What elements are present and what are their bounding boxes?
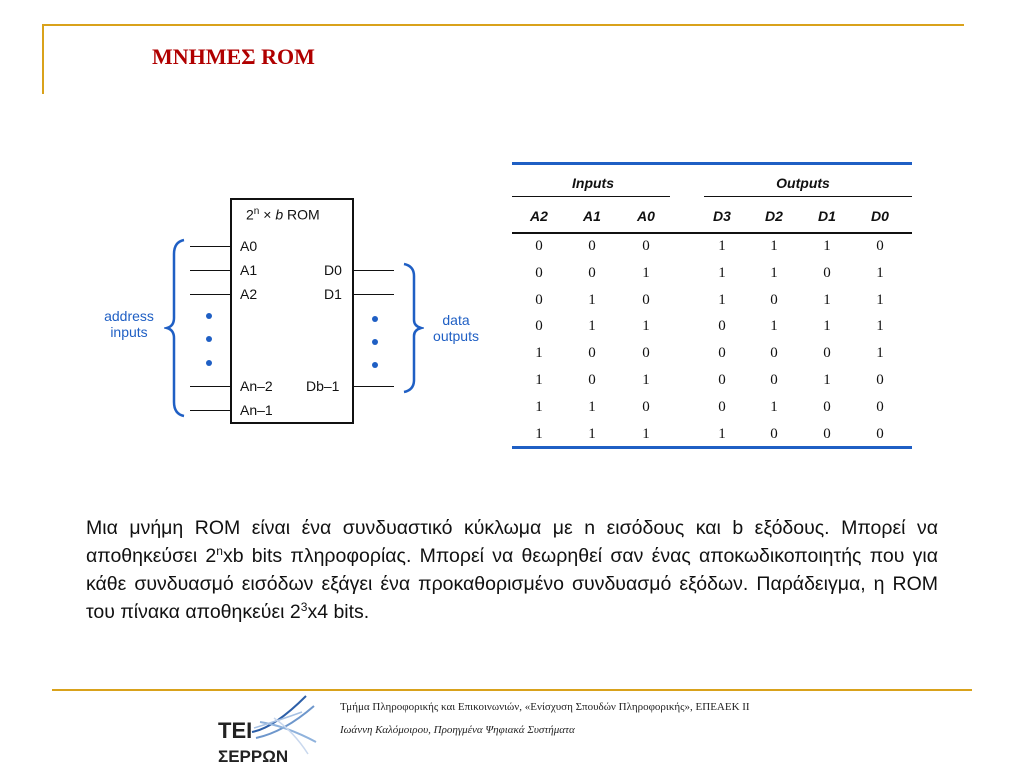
- table-cell: 1: [642, 264, 650, 281]
- table-bottom-rule: [512, 446, 912, 449]
- table-cell: 1: [770, 238, 778, 254]
- output-pin-line: [352, 294, 394, 295]
- table-cell: 0: [588, 264, 596, 281]
- ellipsis-dot: [372, 362, 378, 368]
- input-pin-line: [190, 410, 230, 411]
- footer-rule: [52, 689, 972, 691]
- table-cell: 1: [718, 264, 726, 281]
- column-header: D1: [818, 208, 836, 224]
- input-pin-line: [190, 386, 230, 387]
- ellipsis-dot: [206, 360, 212, 366]
- frame-top-rule: [42, 24, 964, 26]
- table-cell: 0: [718, 398, 726, 415]
- table-cell: 0: [535, 238, 543, 254]
- ellipsis-dot: [206, 313, 212, 319]
- table-cell: 1: [718, 238, 726, 254]
- table-cell: 1: [823, 318, 831, 335]
- table-cell: 0: [588, 238, 596, 254]
- table-cell: 0: [718, 345, 726, 362]
- table-cell: 1: [642, 425, 650, 442]
- column-header: D3: [713, 208, 731, 224]
- table-cell: 0: [876, 425, 884, 442]
- output-pin-line: [352, 270, 394, 271]
- ellipsis-dot: [372, 316, 378, 322]
- svg-text:ΤΕΙ: ΤΕΙ: [218, 718, 253, 743]
- table-cell: 0: [823, 398, 831, 415]
- table-cell: 1: [823, 291, 831, 308]
- input-pin-label: An–1: [240, 402, 273, 418]
- input-pin-label: A0: [240, 238, 258, 254]
- table-cell: 0: [876, 398, 884, 415]
- table-cell: 0: [876, 372, 884, 388]
- table-cell: 0: [770, 425, 778, 442]
- table-cell: 0: [770, 372, 778, 388]
- column-header: D2: [765, 208, 783, 224]
- inputs-group-rule: [512, 196, 670, 197]
- table-cell: 0: [823, 425, 831, 442]
- table-cell: 1: [535, 372, 543, 388]
- truth-table: [508, 162, 912, 454]
- table-cell: 1: [535, 398, 543, 415]
- table-cell: 1: [876, 264, 884, 281]
- table-cell: 1: [876, 291, 884, 308]
- frame-left-rule: [42, 24, 44, 94]
- input-pin-line: [190, 294, 230, 295]
- column-header: D0: [871, 208, 889, 224]
- column-header: A1: [583, 208, 601, 224]
- left-brace-icon: [164, 238, 188, 418]
- header-rule: [512, 232, 912, 234]
- output-pin-label: Db–1: [306, 378, 340, 394]
- outputs-group-header: Outputs: [776, 175, 830, 191]
- right-brace-icon: [400, 262, 424, 394]
- column-header: A2: [530, 208, 548, 224]
- table-cell: 1: [770, 264, 778, 281]
- table-cell: 1: [642, 318, 650, 335]
- data-outputs-label: data outputs: [433, 312, 479, 344]
- table-cell: 1: [588, 318, 596, 335]
- output-pin-label: D1: [324, 286, 342, 302]
- table-cell: 0: [535, 291, 543, 308]
- table-cell: 0: [876, 238, 884, 254]
- table-cell: 1: [642, 372, 650, 388]
- table-cell: 1: [718, 291, 726, 308]
- inputs-group-header: Inputs: [572, 175, 614, 191]
- table-cell: 1: [823, 372, 831, 388]
- address-inputs-label: address inputs: [104, 308, 154, 340]
- table-cell: 0: [823, 345, 831, 362]
- table-cell: 0: [588, 345, 596, 362]
- table-cell: 1: [588, 398, 596, 415]
- tei-serres-logo-icon: [214, 692, 324, 766]
- table-cell: 0: [642, 398, 650, 415]
- output-pin-line: [352, 386, 394, 387]
- table-cell: 1: [588, 291, 596, 308]
- input-pin-label: A1: [240, 262, 258, 278]
- table-cell: 1: [823, 238, 831, 254]
- input-pin-line: [190, 270, 230, 271]
- input-pin-line: [190, 246, 230, 247]
- table-cell: 0: [642, 291, 650, 308]
- description-paragraph: Μια μνήμη ROM είναι ένα συνδυαστικό κύκλωμα με n εισόδους και b εξόδους. Μπορεί να αποθηκεύσει 2$^n$xb bits πληροφορίας. Μπορεί να θεωρηθεί σαν ένας αποκωδικοποιητής που για κάθε συνδυασμό εισόδων εξάγει ένα προκαθορισμένο συνδυασμό εξόδων. Παράδειγμα, η ROM του πίνακα αποθηκεύει $2^3x4$ bits.: [86, 517, 938, 623]
- table-cell: 0: [770, 345, 778, 362]
- column-header: A0: [637, 208, 655, 224]
- table-cell: 1: [876, 318, 884, 335]
- table-cell: 0: [535, 264, 543, 281]
- table-cell: 1: [770, 398, 778, 415]
- table-cell: 0: [535, 318, 543, 335]
- ellipsis-dot: [372, 339, 378, 345]
- input-pin-label: An–2: [240, 378, 273, 394]
- input-pin-label: A2: [240, 286, 258, 302]
- table-cell: 0: [718, 318, 726, 335]
- table-cell: 1: [588, 425, 596, 442]
- output-pin-label: D0: [324, 262, 342, 278]
- rom-block-label: $2^n \times b$ ROM: [246, 206, 320, 223]
- ellipsis-dot: [206, 336, 212, 342]
- svg-text:ΣΕΡΡΩΝ: ΣΕΡΡΩΝ: [218, 747, 289, 766]
- table-cell: 0: [718, 372, 726, 388]
- table-cell: 1: [535, 345, 543, 362]
- table-cell: 0: [770, 291, 778, 308]
- table-cell: 1: [718, 425, 726, 442]
- table-top-rule: [512, 162, 912, 165]
- table-cell: 0: [588, 372, 596, 388]
- footer-author: Ιωάννη Καλόμοιρου, Προηγμένα Ψηφιακά Συστήματα: [340, 724, 575, 736]
- table-cell: 1: [876, 345, 884, 362]
- table-cell: 0: [642, 345, 650, 362]
- slide-title: ΜΝΗΜΕΣ ROM: [152, 44, 315, 69]
- table-cell: 0: [642, 238, 650, 254]
- table-cell: 0: [823, 264, 831, 281]
- footer-department: Τμήμα Πληροφορικής και Επικοινωνιών, «Ενίσχυση Σπουδών Πληροφορικής», ΕΠΕΑΕΚ ΙΙ: [340, 701, 750, 713]
- outputs-group-rule: [704, 196, 912, 197]
- table-cell: 1: [535, 425, 543, 442]
- table-cell: 1: [770, 318, 778, 335]
